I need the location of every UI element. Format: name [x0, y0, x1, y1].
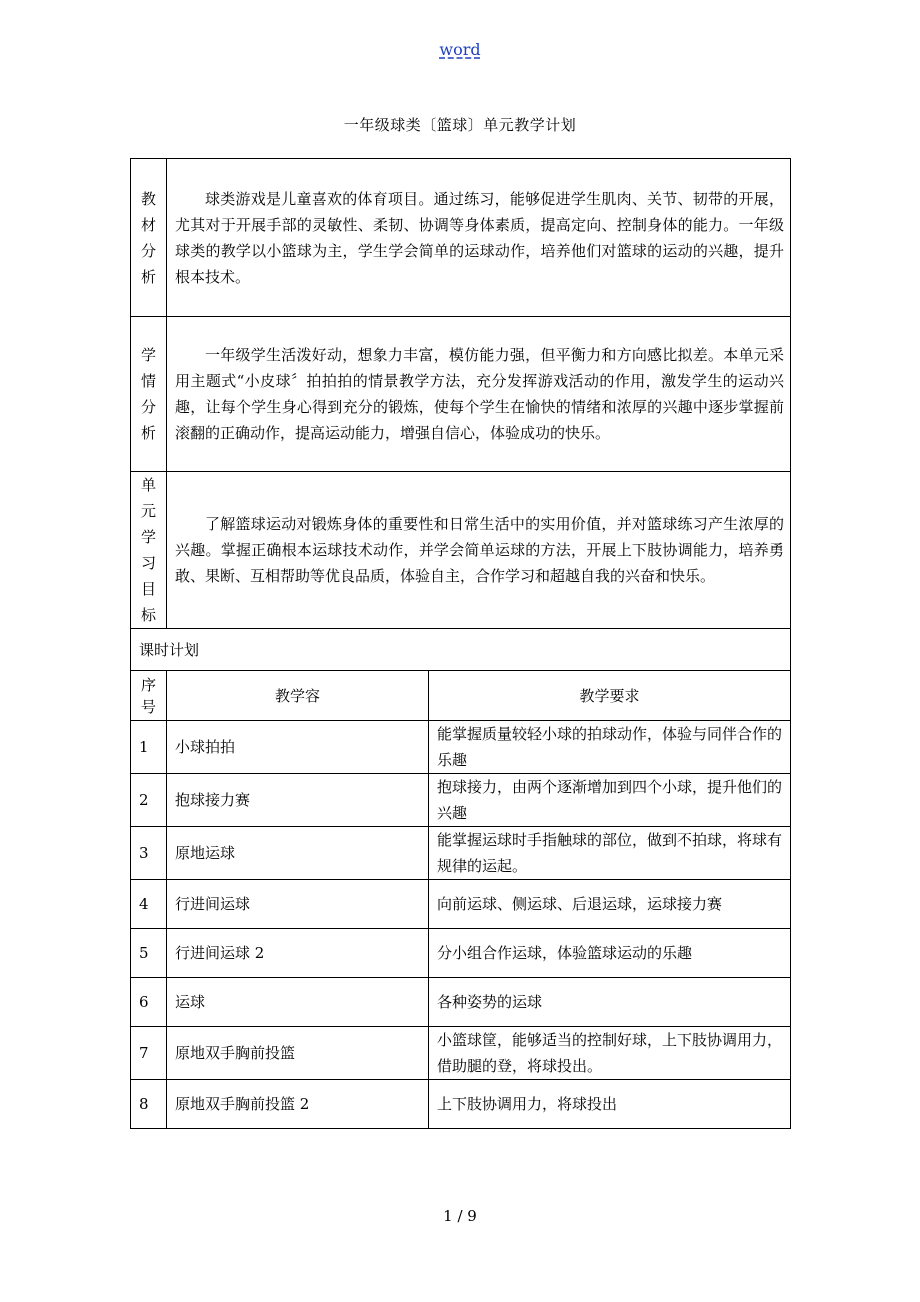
row-content: 原地双手胸前投篮: [167, 1027, 429, 1080]
row-content: 原地双手胸前投篮 2: [167, 1080, 429, 1129]
row-num: 3: [131, 827, 167, 880]
column-header-content: 教学容: [167, 671, 429, 721]
row-content: 行进间运球: [167, 880, 429, 929]
table-row: [131, 1027, 791, 1080]
row-content: 原地运球: [167, 827, 429, 880]
row-requirement: 能掌握运球时手指触球的部位，做到不拍球，将球有规律的运起。: [429, 827, 791, 880]
row-content: 行进间运球 2: [167, 929, 429, 978]
page-title: 一年级球类〔篮球〕单元教学计划: [343, 116, 577, 134]
lesson-plan-heading: 课时计划: [131, 629, 791, 671]
section-text-goals: 了解篮球运动对锻炼身体的重要性和日常生活中的实用价值，并对篮球练习产生浓厚的兴趣。掌握正确根本运球技术动作，并学会简单运球的方法，开展上下肢协调能力，培养勇敢、果断、互相帮助等优良品质，体验自主，合作学习和超越自我的兴奋和快乐。: [167, 472, 791, 629]
section-row-goals: [131, 472, 791, 629]
row-num: 7: [131, 1027, 167, 1080]
section-row-materials: [131, 159, 791, 317]
column-header-requirement: 教学要求: [429, 671, 791, 721]
header-word-link[interactable]: word: [439, 40, 481, 59]
row-requirement: 向前运球、侧运球、后退运球，运球接力赛: [429, 880, 791, 929]
row-requirement: 分小组合作运球，体验篮球运动的乐趣: [429, 929, 791, 978]
section-row-students: [131, 317, 791, 472]
row-num: 1: [131, 721, 167, 774]
section-text-students: 一年级学生活泼好动，想象力丰富，模仿能力强，但平衡力和方向感比拟差。本单元采用主题式“小皮球〞拍拍拍的情景教学方法，充分发挥游戏活动的作用，激发学生的运动兴趣，让每个学生身心得到充分的锻炼，使每个学生在愉快的情绪和浓厚的兴趣中逐步掌握前滚翻的正确动作，提高运动能力，增强自信心，体验成功的快乐。: [167, 317, 791, 472]
lesson-plan-heading-row: [131, 629, 791, 671]
table-row: [131, 1080, 791, 1129]
table-row: [131, 929, 791, 978]
section-label-goals: 单 元 学 习 目 标: [131, 472, 167, 629]
row-content: 小球拍拍: [167, 721, 429, 774]
row-content: 抱球接力赛: [167, 774, 429, 827]
table-row: [131, 721, 791, 774]
row-requirement: 能掌握质量较轻小球的拍球动作，体验与同伴合作的乐趣: [429, 721, 791, 774]
row-requirement: 各种姿势的运球: [429, 978, 791, 1027]
table-row: [131, 827, 791, 880]
section-text-materials: 球类游戏是儿童喜欢的体育项目。通过练习，能够促进学生肌肉、关节、韧带的开展，尤其对于开展手部的灵敏性、柔韧、协调等身体素质，提高定向、控制身体的能力。一年级球类的教学以小篮球为主，学生学会简单的运球动作，培养他们对篮球的运动的兴趣，提升根本技术。: [167, 159, 791, 317]
table-row: [131, 978, 791, 1027]
row-requirement: 小篮球筐，能够适当的控制好球，上下肢协调用力，借助腿的登，将球投出。: [429, 1027, 791, 1080]
table-row: [131, 774, 791, 827]
row-num: 2: [131, 774, 167, 827]
column-header-num: 序 号: [131, 671, 167, 721]
row-num: 6: [131, 978, 167, 1027]
plan-table: [130, 158, 791, 1129]
table-row: [131, 880, 791, 929]
row-num: 8: [131, 1080, 167, 1129]
header-word-link-container: [0, 40, 920, 59]
section-label-students: 学 情 分 析: [131, 317, 167, 472]
row-content: 运球: [167, 978, 429, 1027]
row-num: 4: [131, 880, 167, 929]
row-requirement: 上下肢协调用力，将球投出: [429, 1080, 791, 1129]
row-requirement: 抱球接力，由两个逐渐增加到四个小球，提升他们的兴趣: [429, 774, 791, 827]
lesson-plan-header-row: [131, 671, 791, 721]
page-number: 1 / 9: [443, 1207, 477, 1225]
section-label-materials: 教 材 分 析: [131, 159, 167, 317]
row-num: 5: [131, 929, 167, 978]
